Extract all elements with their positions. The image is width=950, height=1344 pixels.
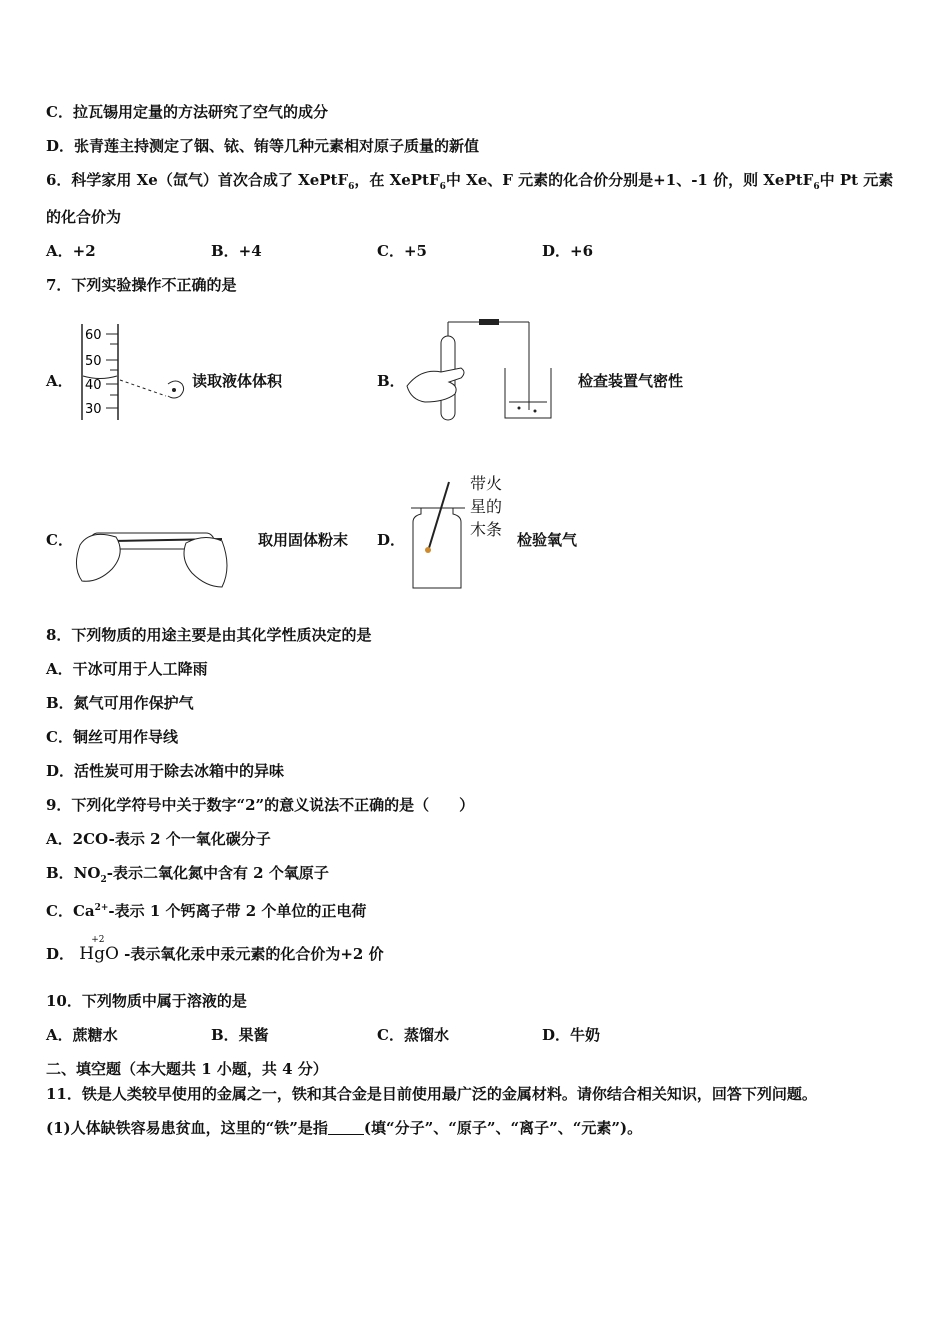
- q6-option-c: C．+5: [377, 242, 427, 260]
- tick-label: 60: [85, 328, 102, 343]
- answer-blank[interactable]: [328, 1120, 364, 1135]
- splint-label-2: 星的: [470, 497, 503, 516]
- left-hand-icon: [76, 534, 120, 581]
- splint-label-3: 木条: [470, 520, 503, 539]
- q10-stem: 10．下列物质中属于溶液的是: [46, 992, 247, 1010]
- section-heading: 二、填空题（本大题共 1 小题，共 4 分）: [46, 1060, 328, 1078]
- q11-stem: 11．铁是人类较早使用的金属之一，铁和其合金是目前使用最广泛的金属材料。请你结合相关知识，回答下列问题。: [46, 1085, 817, 1103]
- airtightness-apparatus-figure: [405, 316, 565, 422]
- q8-stem: 8．下列物质的用途主要是由其化学性质决定的是: [46, 626, 372, 644]
- graduated-cylinder-figure: [70, 320, 190, 422]
- q7-b-letter: B．: [377, 372, 405, 390]
- tick-label: 30: [85, 402, 102, 417]
- ember-icon: [425, 547, 431, 553]
- q6-option-b: B．+4: [211, 242, 262, 260]
- q7-d-letter: D．: [377, 531, 406, 549]
- q8-option-c: C．铜丝可用作导线: [46, 728, 178, 746]
- q7-c-text: 取用固体粉末: [258, 531, 349, 549]
- q7-a-text: 读取液体体积: [192, 372, 283, 390]
- splint-label-1: 带火: [470, 474, 503, 493]
- q10-option-b: B．果酱: [211, 1026, 269, 1044]
- q6-option-d: D．+6: [542, 242, 594, 260]
- q9-stem: 9．下列化学符号中关于数字“2”的意义说法不正确的是（ ）: [46, 796, 475, 814]
- q8-option-a: A．干冰可用于人工降雨: [46, 660, 208, 678]
- q8-option-b: B．氮气可用作保护气: [46, 694, 194, 712]
- q7-b-text: 检查装置气密性: [578, 372, 684, 390]
- tick-label: 50: [85, 354, 102, 369]
- q6-option-a: A．+2: [46, 242, 96, 260]
- q9-option-c: C．$Ca^{2+}-$表示 1 个钙离子带 2 个单位的正电荷: [46, 902, 367, 920]
- q11-part-1: (1)人体缺铁容易患贫血，这里的“铁”是指 (填“分子”、“原子”、“离子”、“元素”)。: [46, 1119, 643, 1137]
- q6-stem: 6．科学家用 Xe（氙气）首次合成了 XePtF$_6$，在 XePtF$_6$中 Xe、F 元素的化合价分别是+1、-1 价，则 XePtF$_6$中 Pt 元素: [46, 171, 894, 192]
- q7-c-letter: C．: [46, 531, 73, 549]
- q9-option-d: D． +2 HgO -表示氧化汞中汞元素的化合价为+2 价: [46, 935, 384, 964]
- q5-option-d: D．张青莲主持测定了铟、铱、铕等几种元素相对原子质量的新值: [46, 137, 480, 155]
- q9-option-a: A．2CO-表示 2 个一氧化碳分子: [46, 830, 271, 848]
- q10-option-c: C．蒸馏水: [377, 1026, 449, 1044]
- q7-a-letter: A．: [46, 372, 73, 390]
- right-hand-icon: [184, 537, 227, 587]
- q5-option-c: C．拉瓦锡用定量的方法研究了空气的成分: [46, 103, 328, 121]
- q9-option-b: B．$NO_2-$表示二氧化氮中含有 2 个氧原子: [46, 864, 329, 885]
- q7-stem: 7．下列实验操作不正确的是: [46, 276, 237, 294]
- q10-option-d: D．牛奶: [542, 1026, 601, 1044]
- q7-d-text: 检验氧气: [517, 531, 578, 549]
- tick-label: 40: [85, 378, 102, 393]
- q10-option-a: A．蔗糖水: [46, 1026, 118, 1044]
- q8-option-d: D．活性炭可用于除去冰箱中的异味: [46, 762, 285, 780]
- q6-stem-cont: 的化合价为: [46, 208, 122, 226]
- oxygen-test-figure: [405, 478, 471, 592]
- powder-tube-figure: [72, 515, 232, 593]
